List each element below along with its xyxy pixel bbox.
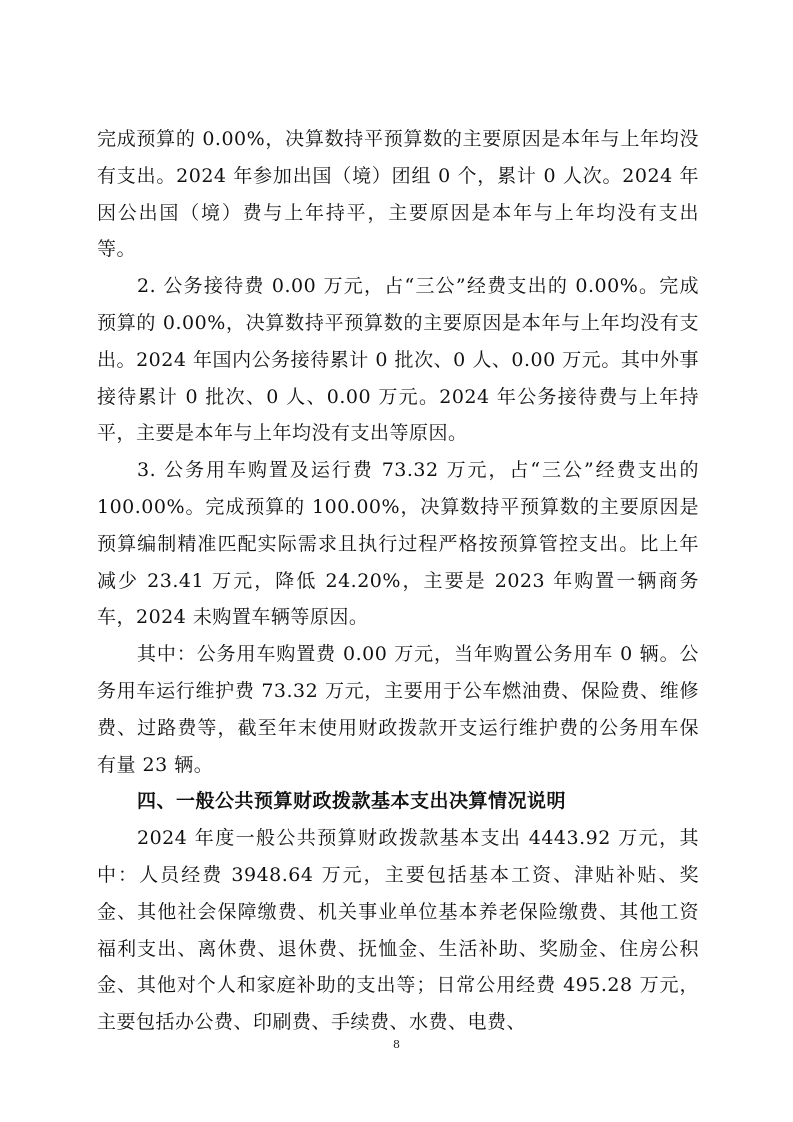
section-heading: 四、一般公共预算财政拨款基本支出决算情况说明 [137, 790, 567, 813]
paragraph-vehicle-detail: 其中：公务用车购置费 0.00 万元，当年购置公务用车 0 辆。公务用车运行维护费 73.32 万元，主要用于公车燃油费、保险费、维修费、过路费等，截至年末使用财政拨款开支运行维护费的公务用车保有量 23 辆。 [97, 643, 699, 776]
paragraph-continued: 完成预算的 0.00%，决算数持平预算数的主要原因是本年与上年均没有支出。2024 年参加出国（境）团组 0 个，累计 0 人次。2024 年因公出国（境）费与上年持平，主要原因是本年与上年均没有支出等。 [97, 128, 699, 261]
page-number: 8 [393, 1038, 400, 1051]
document-body [97, 121, 699, 1041]
paragraph-vehicle-expense: 3. 公务用车购置及运行费 73.32 万元，占“三公”经费支出的 100.00%。完成预算的 100.00%，决算数持平预算数的主要原因是预算编制精准匹配实际需求且执行过程严格按预算管控支出。比上年减少 23.41 万元，降低 24.20%，主要是 2023 年购置一辆商务车，2024 未购置车辆等原因。 [97, 459, 699, 629]
paragraph-reception-expense: 2. 公务接待费 0.00 万元，占“三公”经费支出的 0.00%。完成预算的 0.00%，决算数持平预算数的主要原因是本年与上年均没有支出。2024 年国内公务接待累计 0 批次、0 人、0.00 万元。其中外事接待累计 0 批次、0 人、0.00 万元。2024 年公务接待费与上年持平，主要是本年与上年均没有支出等原因。 [97, 275, 699, 445]
paragraph-basic-expenditure: 2024 年度一般公共预算财政拨款基本支出 4443.92 万元，其中：人员经费 3948.64 万元，主要包括基本工资、津贴补贴、奖金、其他社会保障缴费、机关事业单位基本养老保险缴费、其他工资福利支出、离休费、退休费、抚恤金、生活补助、奖励金、住房公积金、其他对个人和家庭补助的支出等；日常公用经费 495.28 万元，主要包括办公费、印刷费、手续费、水费、电费、 [97, 827, 699, 1034]
